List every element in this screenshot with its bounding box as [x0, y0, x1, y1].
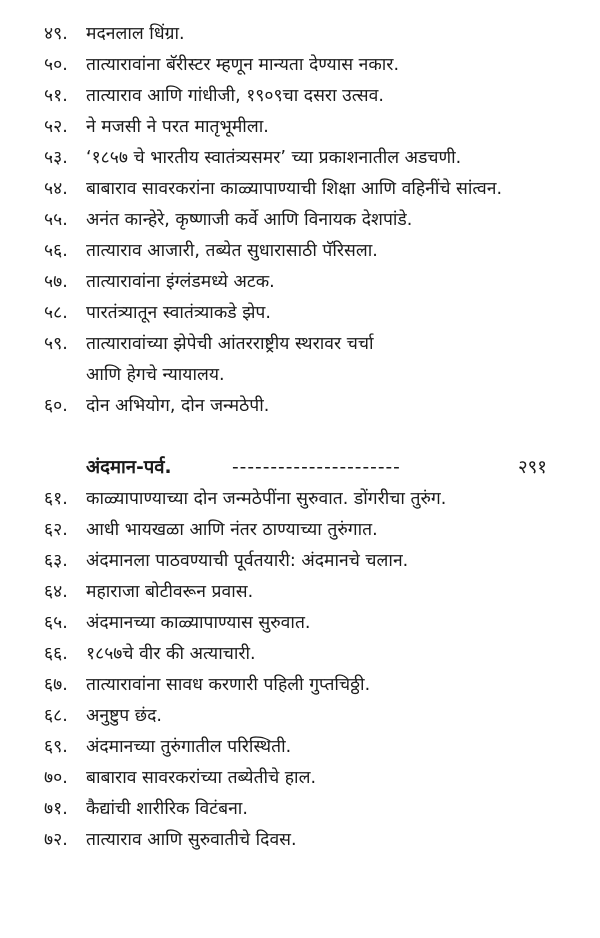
entry-number: ५५.: [44, 210, 68, 230]
entry-title: तात्याराव आणि गांधीजी, १९०९चा दसरा उत्सव.: [86, 86, 384, 106]
entry-title: अनुष्टुप छंद.: [86, 706, 162, 726]
entry-number: ७०.: [44, 768, 68, 788]
entry-title: अंदमानला पाठवण्याची पूर्वतयारी: अंदमानचे चलान.: [86, 551, 409, 571]
entry-number: ७१.: [44, 799, 68, 819]
entry-title: अंदमानच्या काळ्यापाण्यास सुरुवात.: [86, 613, 311, 633]
entry-number: ६१.: [44, 489, 68, 509]
entry-title: आधी भायखळा आणि नंतर ठाण्याच्या तुरुंगात.: [86, 520, 378, 540]
entry-title: बाबाराव सावरकरांच्या तब्येतीचे हाल.: [86, 768, 317, 788]
contents-entry: [0, 329, 600, 359]
contents-entry: [0, 639, 600, 669]
contents-entry: [0, 794, 600, 824]
entry-title: तात्याराव आजारी, तब्येत सुधारासाठी पॅरिसला.: [86, 241, 378, 261]
entry-number: ५३.: [44, 148, 68, 168]
contents-entry: [0, 298, 600, 328]
entry-title: काळ्यापाण्याच्या दोन जन्मठेपींना सुरुवात. डोंगरीचा तुरुंग.: [86, 489, 447, 509]
contents-entry: [0, 701, 600, 731]
entry-title: ने मजसी ने परत मातृभूमीला.: [86, 117, 269, 137]
contents-entry: [0, 577, 600, 607]
entry-number: ५१.: [44, 86, 68, 106]
contents-entry: [0, 112, 600, 142]
contents-entry: [0, 546, 600, 576]
entry-number: ६९.: [44, 737, 68, 757]
contents-entry: [0, 484, 600, 514]
contents-entry-continuation: [0, 360, 600, 390]
contents-entry: [0, 267, 600, 297]
entry-number: ६०.: [44, 396, 68, 416]
entry-title: तात्यारावांना सावध करणारी पहिली गुप्तचिठ्ठी.: [86, 675, 371, 695]
entry-title: कैद्यांची शारीरिक विटंबना.: [86, 799, 248, 819]
contents-entry: [0, 236, 600, 266]
entry-number: ६४.: [44, 582, 68, 602]
section-title: अंदमान-पर्व.: [86, 457, 172, 478]
contents-entry: [0, 174, 600, 204]
contents-entry: [0, 50, 600, 80]
entry-title: तात्याराव आणि सुरुवातीचे दिवस.: [86, 830, 297, 850]
entry-number: ५९.: [44, 334, 68, 354]
entry-title: दोन अभियोग, दोन जन्मठेपी.: [86, 396, 270, 416]
entry-number: ६५.: [44, 613, 68, 633]
entry-number: ४९.: [44, 24, 68, 44]
entry-number: ५७.: [44, 272, 68, 292]
contents-entry: [0, 515, 600, 545]
entry-number: ५८.: [44, 303, 68, 323]
contents-entry: [0, 81, 600, 111]
entry-title: १८५७चे वीर की अत्याचारी.: [86, 644, 256, 664]
entry-title: अनंत कान्हेरे, कृष्णाजी कर्वे आणि विनायक देशपांडे.: [86, 210, 413, 230]
section-leader-dashes: ----------------------: [232, 457, 401, 478]
entry-title: अंदमानच्या तुरुंगातील परिस्थिती.: [86, 737, 292, 757]
entry-title: ‘१८५७ चे भारतीय स्वातंत्र्यसमर’ च्या प्रकाशनातील अडचणी.: [86, 148, 462, 168]
entry-number: ७२.: [44, 830, 68, 850]
entry-title: तात्यारावांच्या झेपेची आंतरराष्ट्रीय स्थरावर चर्चा: [86, 334, 374, 354]
entry-title: तात्यारावांना बॅरीस्टर म्हणून मान्यता देण्यास नकार.: [86, 55, 400, 75]
contents-entry: [0, 143, 600, 173]
entry-title-continuation: आणि हेगचे न्यायालय.: [86, 365, 225, 385]
entry-number: ५०.: [44, 55, 68, 75]
entry-title: महाराजा बोटीवरून प्रवास.: [86, 582, 254, 602]
entry-number: ६६.: [44, 644, 68, 664]
section-page-number: २९१: [518, 457, 547, 478]
contents-entry: [0, 391, 600, 421]
contents-entry: [0, 19, 600, 49]
contents-entry: [0, 670, 600, 700]
entry-title: तात्यारावांना इंग्लंडमध्ये अटक.: [86, 272, 275, 292]
contents-entry: [0, 732, 600, 762]
contents-entry: [0, 608, 600, 638]
entry-number: ६७.: [44, 675, 68, 695]
entry-number: ६२.: [44, 520, 68, 540]
entry-number: ५४.: [44, 179, 68, 199]
entry-number: ६३.: [44, 551, 68, 571]
section-heading: [0, 452, 600, 484]
entry-title: मदनलाल धिंग्रा.: [86, 24, 185, 44]
entry-number: ५६.: [44, 241, 68, 261]
contents-entry: [0, 825, 600, 855]
contents-entry: [0, 763, 600, 793]
entry-number: ५२.: [44, 117, 68, 137]
entry-title: पारतंत्र्यातून स्वातंत्र्याकडे झेप.: [86, 303, 271, 323]
contents-entry: [0, 205, 600, 235]
entry-title: बाबाराव सावरकरांना काळ्यापाण्याची शिक्षा आणि वहिनींचे सांत्वन.: [86, 179, 503, 199]
entry-number: ६८.: [44, 706, 68, 726]
